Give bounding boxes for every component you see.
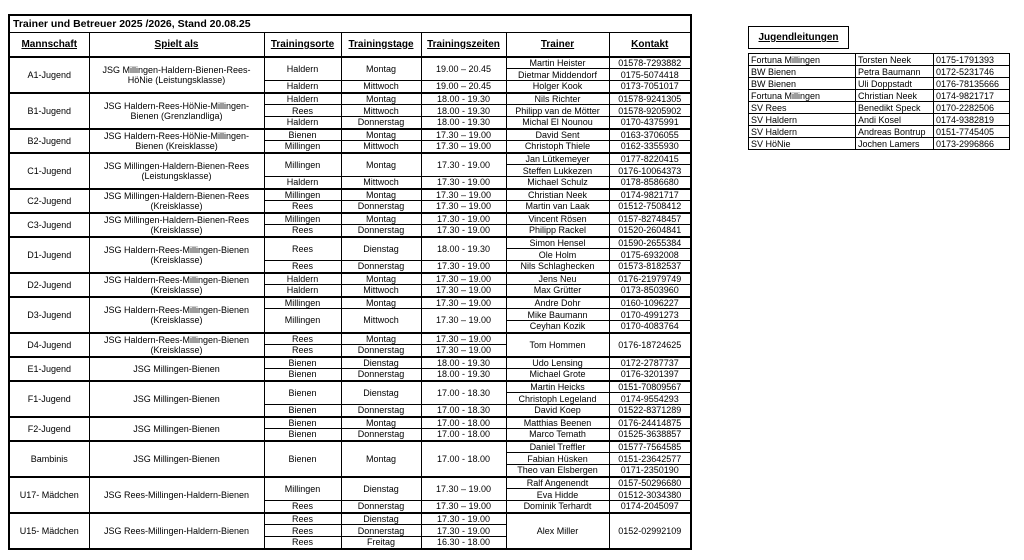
zeit-cell: 17.30 - 19.00 — [421, 177, 506, 189]
leader-name-cell: Andi Kosel — [856, 114, 934, 126]
kontakt-cell: 0177-8220415 — [609, 153, 691, 165]
plays-as-cell: JSG Haldern-Rees-Millingen-Bienen (Kreisklasse) — [89, 237, 264, 273]
tag-cell: Montag — [341, 417, 421, 429]
tag-cell: Montag — [341, 57, 421, 81]
trainer-cell: Marco Temath — [506, 429, 609, 441]
trainer-cell: Philipp Rackel — [506, 225, 609, 237]
leader-phone-cell: 0175-1791393 — [934, 54, 1010, 66]
jugendleitung-row — [749, 66, 1010, 78]
team-cell: F2-Jugend — [9, 417, 89, 441]
table-row — [9, 213, 691, 225]
zeit-cell: 17.30 – 19.00 — [421, 309, 506, 333]
jugendleitung-row — [749, 102, 1010, 114]
kontakt-cell: 0174-9821717 — [609, 189, 691, 201]
table-row — [9, 273, 691, 285]
tag-cell: Dienstag — [341, 381, 421, 405]
tag-cell: Mittwoch — [341, 309, 421, 333]
leader-name-cell: Andreas Bontrup — [856, 126, 934, 138]
table-row — [9, 333, 691, 345]
trainer-cell: Matthias Beenen — [506, 417, 609, 429]
zeit-cell: 19.00 – 20.45 — [421, 57, 506, 81]
tag-cell: Donnerstag — [341, 525, 421, 537]
ort-cell: Bienen — [264, 405, 341, 417]
ort-cell: Millingen — [264, 141, 341, 153]
ort-cell: Bienen — [264, 369, 341, 381]
kontakt-cell: 0176-21979749 — [609, 273, 691, 285]
ort-cell: Rees — [264, 525, 341, 537]
tag-cell: Montag — [341, 93, 421, 105]
tag-cell: Dienstag — [341, 477, 421, 501]
ort-cell: Millingen — [264, 213, 341, 225]
trainer-cell: Martin van Laak — [506, 201, 609, 213]
plays-as-cell: JSG Haldern-Rees-HöNie-Millingen-Bienen (Kreisklasse) — [89, 129, 264, 153]
trainer-cell: Dominik Terhardt — [506, 501, 609, 513]
kontakt-cell: 01522-8371289 — [609, 405, 691, 417]
plays-as-cell: JSG Millingen-Bienen — [89, 381, 264, 417]
col-header-trainingstage: Trainingstage — [341, 33, 421, 57]
kontakt-cell: 0170-4991273 — [609, 309, 691, 321]
tag-cell: Montag — [341, 297, 421, 309]
kontakt-cell: 01577-7564585 — [609, 441, 691, 453]
trainer-cell: Vincent Rösen — [506, 213, 609, 225]
trainer-cell: Jens Neu — [506, 273, 609, 285]
kontakt-cell: 0174-2045097 — [609, 501, 691, 513]
trainer-cell: Nils Schlaghecken — [506, 261, 609, 273]
kontakt-cell: 01590-2655384 — [609, 237, 691, 249]
tag-cell: Dienstag — [341, 513, 421, 525]
ort-cell: Haldern — [264, 273, 341, 285]
table-row — [9, 237, 691, 249]
main-table-body — [9, 57, 691, 549]
table-row — [9, 93, 691, 105]
col-header-spielt-als: Spielt als — [89, 33, 264, 57]
ort-cell: Haldern — [264, 57, 341, 81]
zeit-cell: 17.30 – 19.00 — [421, 201, 506, 213]
table-row — [9, 357, 691, 369]
kontakt-cell: 01520-2604841 — [609, 225, 691, 237]
kontakt-cell: 0162-3355930 — [609, 141, 691, 153]
plays-as-cell: JSG Millingen-Haldern-Bienen-Rees-HöNie (Leistungsklasse) — [89, 57, 264, 93]
table-row — [9, 189, 691, 201]
zeit-cell: 18.00 - 19.30 — [421, 369, 506, 381]
team-cell: B1-Jugend — [9, 93, 89, 129]
col-header-mannschaft: Mannschaft — [9, 33, 89, 57]
tag-cell: Montag — [341, 213, 421, 225]
team-cell: F1-Jugend — [9, 381, 89, 417]
jugendleitung-row — [749, 138, 1010, 150]
tag-cell: Donnerstag — [341, 345, 421, 357]
leader-name-cell: Christian Neek — [856, 90, 934, 102]
tag-cell: Freitag — [341, 537, 421, 549]
ort-cell: Bienen — [264, 429, 341, 441]
kontakt-cell: 0176-24414875 — [609, 417, 691, 429]
trainer-cell: Martin Heicks — [506, 381, 609, 393]
leader-phone-cell: 0174-9382819 — [934, 114, 1010, 126]
leader-phone-cell: 0176-78135666 — [934, 78, 1010, 90]
trainer-cell: Alex Miller — [506, 513, 609, 549]
trainer-cell: Christoph Legeland — [506, 393, 609, 405]
ort-cell: Millingen — [264, 189, 341, 201]
trainer-cell: Christian Neek — [506, 189, 609, 201]
kontakt-cell: 01578-9241305 — [609, 93, 691, 105]
tag-cell: Donnerstag — [341, 501, 421, 513]
kontakt-cell: 0175-6932008 — [609, 249, 691, 261]
tag-cell: Donnerstag — [341, 405, 421, 417]
trainer-cell: Tom Hommen — [506, 333, 609, 357]
table-row — [9, 153, 691, 165]
ort-cell: Millingen — [264, 153, 341, 177]
zeit-cell: 17.30 – 19.00 — [421, 477, 506, 501]
kontakt-cell: 0170-4375991 — [609, 117, 691, 129]
tag-cell: Donnerstag — [341, 225, 421, 237]
zeit-cell: 17.30 - 19.00 — [421, 153, 506, 177]
table-row — [9, 57, 691, 69]
ort-cell: Millingen — [264, 297, 341, 309]
zeit-cell: 17.00 - 18.00 — [421, 417, 506, 429]
leader-name-cell: Jochen Lamers — [856, 138, 934, 150]
plays-as-cell: JSG Haldern-Rees-Millingen-Bienen (Kreisklasse) — [89, 273, 264, 297]
plays-as-cell: JSG Millingen-Haldern-Bienen-Rees (Kreisklasse) — [89, 213, 264, 237]
tag-cell: Montag — [341, 189, 421, 201]
club-cell: Fortuna Millingen — [749, 90, 856, 102]
trainer-cell: Nils Richter — [506, 93, 609, 105]
table-title: Trainer und Betreuer 2025 /2026, Stand 20.08.25 — [9, 15, 691, 33]
club-cell: SV HöNie — [749, 138, 856, 150]
zeit-cell: 18.00 - 19.30 — [421, 117, 506, 129]
table-row — [9, 477, 691, 489]
zeit-cell: 19.00 – 20.45 — [421, 81, 506, 93]
club-cell: BW Bienen — [749, 78, 856, 90]
leader-phone-cell: 0170-2282506 — [934, 102, 1010, 114]
jugendleitungen-body — [749, 54, 1010, 150]
tag-cell: Donnerstag — [341, 201, 421, 213]
kontakt-cell: 0157-50296680 — [609, 477, 691, 489]
club-cell: SV Haldern — [749, 126, 856, 138]
kontakt-cell: 0172-2787737 — [609, 357, 691, 369]
team-cell: U17- Mädchen — [9, 477, 89, 513]
kontakt-cell: 01573-8182537 — [609, 261, 691, 273]
ort-cell: Haldern — [264, 285, 341, 297]
team-cell: D2-Jugend — [9, 273, 89, 297]
kontakt-cell: 0163-3706055 — [609, 129, 691, 141]
zeit-cell: 17.30 - 19.00 — [421, 261, 506, 273]
ort-cell: Rees — [264, 501, 341, 513]
ort-cell: Bienen — [264, 381, 341, 405]
table-title-row — [9, 15, 691, 33]
plays-as-cell: JSG Millingen-Bienen — [89, 441, 264, 477]
tag-cell: Montag — [341, 333, 421, 345]
zeit-cell: 17.30 - 19.00 — [421, 525, 506, 537]
kontakt-cell: 0170-4083764 — [609, 321, 691, 333]
tag-cell: Montag — [341, 273, 421, 285]
club-cell: BW Bienen — [749, 66, 856, 78]
trainer-cell: Jan Lütkemeyer — [506, 153, 609, 165]
trainer-cell: Andre Dohr — [506, 297, 609, 309]
trainer-cell: Philipp van de Mötter — [506, 105, 609, 117]
team-cell: Bambinis — [9, 441, 89, 477]
team-cell: E1-Jugend — [9, 357, 89, 381]
jugendleitung-row — [749, 54, 1010, 66]
trainer-cell: Simon Hensel — [506, 237, 609, 249]
zeit-cell: 17.30 – 19.00 — [421, 501, 506, 513]
tag-cell: Dienstag — [341, 237, 421, 261]
trainer-cell: David Koep — [506, 405, 609, 417]
kontakt-cell: 0160-1096227 — [609, 297, 691, 309]
trainer-cell: Christoph Thiele — [506, 141, 609, 153]
col-header-trainer: Trainer — [506, 33, 609, 57]
trainer-cell: Michael Grote — [506, 369, 609, 381]
trainer-cell: David Sent — [506, 129, 609, 141]
col-header-kontakt: Kontakt — [609, 33, 691, 57]
plays-as-cell: JSG Haldern-Rees-HöNie-Millingen-Bienen (Grenzlandliga) — [89, 93, 264, 129]
team-cell: D3-Jugend — [9, 297, 89, 333]
leader-name-cell: Uli Doppstadt — [856, 78, 934, 90]
tag-cell: Montag — [341, 441, 421, 477]
team-cell: U15- Mädchen — [9, 513, 89, 549]
ort-cell: Rees — [264, 333, 341, 345]
team-cell: B2-Jugend — [9, 129, 89, 153]
kontakt-cell: 0175-5074418 — [609, 69, 691, 81]
trainer-cell: Fabian Hüsken — [506, 453, 609, 465]
trainer-cell: Holger Kook — [506, 81, 609, 93]
jugendleitung-row — [749, 114, 1010, 126]
zeit-cell: 17.30 – 19.00 — [421, 345, 506, 357]
table-row — [9, 417, 691, 429]
kontakt-cell: 01525-3638857 — [609, 429, 691, 441]
ort-cell: Haldern — [264, 93, 341, 105]
tag-cell: Montag — [341, 129, 421, 141]
plays-as-cell: JSG Haldern-Rees-Millingen-Bienen (Kreisklasse) — [89, 297, 264, 333]
ort-cell: Rees — [264, 513, 341, 525]
trainer-cell: Udo Lensing — [506, 357, 609, 369]
plays-as-cell: JSG Millingen-Haldern-Bienen-Rees (Kreisklasse) — [89, 189, 264, 213]
zeit-cell: 17.30 – 19.00 — [421, 189, 506, 201]
zeit-cell: 17.00 - 18.00 — [421, 429, 506, 441]
zeit-cell: 17.30 – 19.00 — [421, 333, 506, 345]
zeit-cell: 17.30 – 19.00 — [421, 141, 506, 153]
kontakt-cell: 0152-02992109 — [609, 513, 691, 549]
ort-cell: Rees — [264, 237, 341, 261]
tag-cell: Mittwoch — [341, 177, 421, 189]
zeit-cell: 18.00 - 19.30 — [421, 105, 506, 117]
zeit-cell: 18.00 - 19.30 — [421, 357, 506, 369]
trainer-cell: Ole Holm — [506, 249, 609, 261]
kontakt-cell: 01512-3034380 — [609, 489, 691, 501]
zeit-cell: 17.00 - 18.30 — [421, 405, 506, 417]
ort-cell: Bienen — [264, 357, 341, 369]
kontakt-cell: 0176-3201397 — [609, 369, 691, 381]
kontakt-cell: 0174-9554293 — [609, 393, 691, 405]
plays-as-cell: JSG Rees-Millingen-Haldern-Bienen — [89, 513, 264, 549]
col-header-trainingsorte: Trainingsorte — [264, 33, 341, 57]
tag-cell: Dienstag — [341, 357, 421, 369]
ort-cell: Haldern — [264, 177, 341, 189]
header-row — [9, 33, 691, 57]
ort-cell: Millingen — [264, 309, 341, 333]
jugendleitung-row — [749, 126, 1010, 138]
kontakt-cell: 0171-2350190 — [609, 465, 691, 477]
zeit-cell: 17.30 – 19.00 — [421, 297, 506, 309]
ort-cell: Rees — [264, 261, 341, 273]
table-row — [9, 381, 691, 393]
kontakt-cell: 0176-10064373 — [609, 165, 691, 177]
trainer-cell: Ralf Angenendt — [506, 477, 609, 489]
ort-cell: Rees — [264, 225, 341, 237]
zeit-cell: 17.30 - 19.00 — [421, 513, 506, 525]
team-cell: C1-Jugend — [9, 153, 89, 189]
tag-cell: Mittwoch — [341, 81, 421, 93]
kontakt-cell: 0176-18724625 — [609, 333, 691, 357]
plays-as-cell: JSG Haldern-Rees-Millingen-Bienen (Kreisklasse) — [89, 333, 264, 357]
plays-as-cell: JSG Rees-Millingen-Haldern-Bienen — [89, 477, 264, 513]
team-cell: C3-Jugend — [9, 213, 89, 237]
trainer-cell: Max Grütter — [506, 285, 609, 297]
trainer-cell: Daniel Treffler — [506, 441, 609, 453]
table-row — [9, 129, 691, 141]
tag-cell: Mittwoch — [341, 285, 421, 297]
kontakt-cell: 0157-82748457 — [609, 213, 691, 225]
table-row — [9, 297, 691, 309]
zeit-cell: 18.00 - 19.30 — [421, 237, 506, 261]
kontakt-cell: 0151-23642577 — [609, 453, 691, 465]
plays-as-cell: JSG Millingen-Bienen — [89, 357, 264, 381]
kontakt-cell: 0178-8586680 — [609, 177, 691, 189]
leader-phone-cell: 0172-5231746 — [934, 66, 1010, 78]
trainer-cell: Mike Baumann — [506, 309, 609, 321]
tag-cell: Mittwoch — [341, 141, 421, 153]
ort-cell: Rees — [264, 345, 341, 357]
jugendleitung-row — [749, 90, 1010, 102]
tag-cell: Donnerstag — [341, 117, 421, 129]
ort-cell: Rees — [264, 201, 341, 213]
club-cell: Fortuna Millingen — [749, 54, 856, 66]
leader-phone-cell: 0151-7745405 — [934, 126, 1010, 138]
kontakt-cell: 0173-8503960 — [609, 285, 691, 297]
trainer-cell: Ceyhan Kozik — [506, 321, 609, 333]
kontakt-cell: 0151-70809567 — [609, 381, 691, 393]
trainer-table — [8, 14, 692, 550]
jugendleitungen-title: Jugendleitungen — [748, 26, 849, 49]
club-cell: SV Rees — [749, 102, 856, 114]
kontakt-cell: 01578-9205902 — [609, 105, 691, 117]
table-row — [9, 513, 691, 525]
ort-cell: Haldern — [264, 81, 341, 93]
tag-cell: Donnerstag — [341, 261, 421, 273]
team-cell: D1-Jugend — [9, 237, 89, 273]
kontakt-cell: 01578-7293882 — [609, 57, 691, 69]
team-cell: C2-Jugend — [9, 189, 89, 213]
zeit-cell: 17.00 - 18.30 — [421, 381, 506, 405]
tag-cell: Donnerstag — [341, 429, 421, 441]
zeit-cell: 17.30 - 19.00 — [421, 225, 506, 237]
trainer-cell: Steffen Lukkezen — [506, 165, 609, 177]
tag-cell: Mittwoch — [341, 105, 421, 117]
trainer-cell: Dietmar Middendorf — [506, 69, 609, 81]
leader-phone-cell: 0173-2996866 — [934, 138, 1010, 150]
zeit-cell: 17.30 – 19.00 — [421, 129, 506, 141]
trainer-cell: Eva Hidde — [506, 489, 609, 501]
trainer-cell: Michael Schulz — [506, 177, 609, 189]
ort-cell: Rees — [264, 537, 341, 549]
plays-as-cell: JSG Millingen-Bienen — [89, 417, 264, 441]
jugendleitungen-table — [748, 53, 1010, 150]
ort-cell: Bienen — [264, 417, 341, 429]
jugendleitung-row — [749, 78, 1010, 90]
ort-cell: Rees — [264, 105, 341, 117]
ort-cell: Haldern — [264, 117, 341, 129]
col-header-trainingszeiten: Trainingszeiten — [421, 33, 506, 57]
leader-name-cell: Benedikt Speck — [856, 102, 934, 114]
leader-phone-cell: 0174-9821717 — [934, 90, 1010, 102]
ort-cell: Millingen — [264, 477, 341, 501]
ort-cell: Bienen — [264, 129, 341, 141]
team-cell: D4-Jugend — [9, 333, 89, 357]
leader-name-cell: Torsten Neek — [856, 54, 934, 66]
kontakt-cell: 0173-7051017 — [609, 81, 691, 93]
zeit-cell: 17.30 - 19.00 — [421, 213, 506, 225]
trainer-cell: Theo van Elsbergen — [506, 465, 609, 477]
zeit-cell: 18.00 - 19.30 — [421, 93, 506, 105]
zeit-cell: 16.30 - 18.00 — [421, 537, 506, 549]
team-cell: A1-Jugend — [9, 57, 89, 93]
club-cell: SV Haldern — [749, 114, 856, 126]
table-row — [9, 441, 691, 453]
trainer-cell: Michal El Nounou — [506, 117, 609, 129]
leader-name-cell: Petra Baumann — [856, 66, 934, 78]
ort-cell: Bienen — [264, 441, 341, 477]
zeit-cell: 17.00 - 18.00 — [421, 441, 506, 477]
tag-cell: Montag — [341, 153, 421, 177]
kontakt-cell: 01512-7508412 — [609, 201, 691, 213]
zeit-cell: 17.30 – 19.00 — [421, 273, 506, 285]
trainer-cell: Martin Heister — [506, 57, 609, 69]
zeit-cell: 17.30 – 19.00 — [421, 285, 506, 297]
tag-cell: Donnerstag — [341, 369, 421, 381]
plays-as-cell: JSG Millingen-Haldern-Bienen-Rees (Leistungsklasse) — [89, 153, 264, 189]
